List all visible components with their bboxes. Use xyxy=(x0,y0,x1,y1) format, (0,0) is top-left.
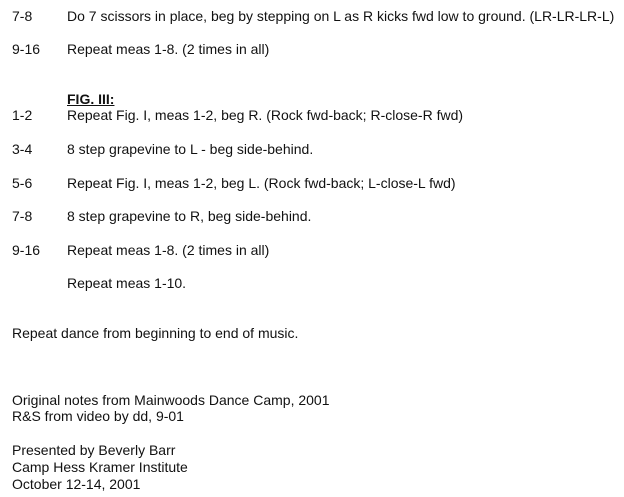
step-description: Repeat meas 1-8. (2 times in all) xyxy=(67,41,270,57)
step-description: Repeat Fig. I, meas 1-2, beg L. (Rock fwd-back; L-close-L fwd) xyxy=(67,175,456,191)
measure-number: 9-16 xyxy=(12,242,41,258)
institute-line: Camp Hess Kramer Institute xyxy=(12,459,188,475)
measure-number: 9-16 xyxy=(12,41,41,57)
step-description: Do 7 scissors in place, beg by stepping on L as R kicks fwd low to ground. (LR-LR-LR-L) xyxy=(67,8,615,24)
step-description: 8 step grapevine to L - beg side-behind. xyxy=(67,141,314,157)
figure-closing: Repeat meas 1-10. xyxy=(67,275,187,291)
notes-line: Original notes from Mainwoods Dance Camp, 2001 xyxy=(12,392,330,408)
presenter-line: Presented by Beverly Barr xyxy=(12,442,176,458)
date-line: October 12-14, 2001 xyxy=(12,476,141,492)
repeat-dance-note: Repeat dance from beginning to end of music. xyxy=(12,325,299,341)
measure-number: 7-8 xyxy=(12,8,33,24)
step-description: Repeat meas 1-8. (2 times in all) xyxy=(67,242,270,258)
measure-number: 5-6 xyxy=(12,175,33,191)
measure-number: 3-4 xyxy=(12,141,33,157)
figure-heading: FIG. III: xyxy=(67,91,115,107)
measure-number: 7-8 xyxy=(12,208,33,224)
measure-number: 1-2 xyxy=(12,107,33,123)
step-description: Repeat Fig. I, meas 1-2, beg R. (Rock fwd-back; R-close-R fwd) xyxy=(67,107,464,123)
notes-line: R&S from video by dd, 9-01 xyxy=(12,408,184,424)
step-description: 8 step grapevine to R, beg side-behind. xyxy=(67,208,312,224)
